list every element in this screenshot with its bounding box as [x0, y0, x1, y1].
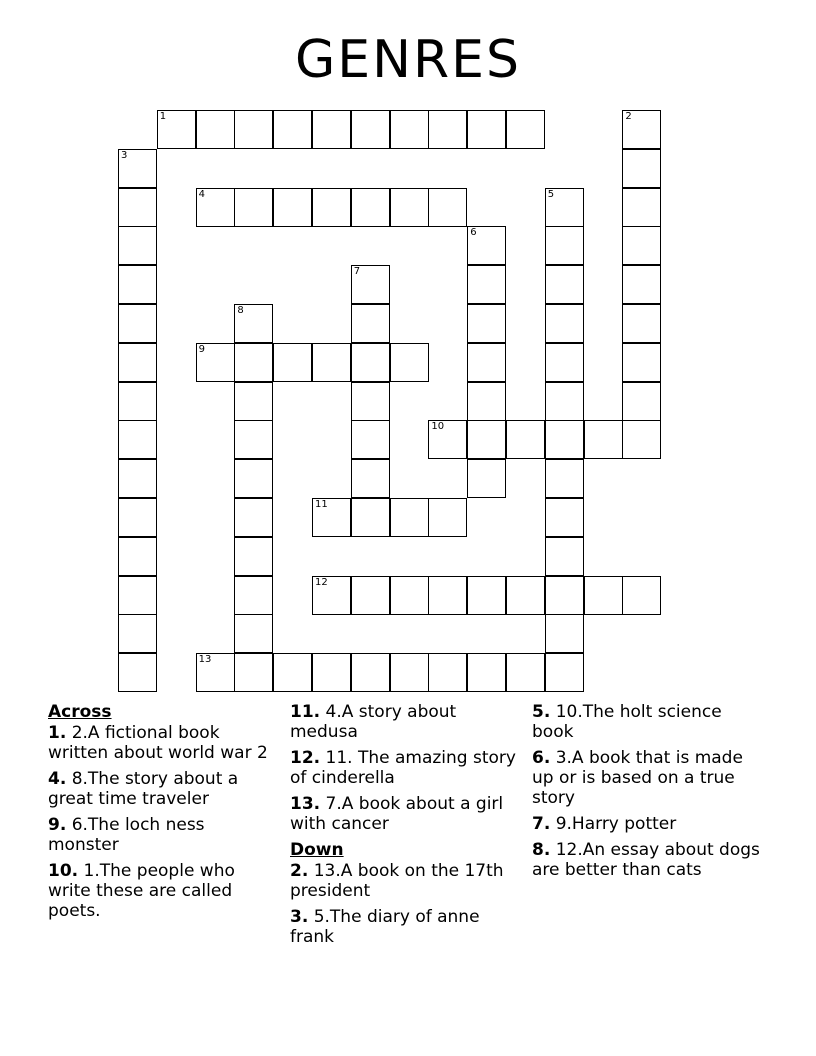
- grid-cell[interactable]: [622, 420, 661, 459]
- grid-cell[interactable]: [196, 653, 235, 692]
- grid-cell[interactable]: [118, 537, 157, 576]
- grid-cell[interactable]: [467, 110, 506, 149]
- grid-cell[interactable]: [234, 343, 273, 382]
- clue-item: [290, 748, 520, 788]
- grid-cell[interactable]: [622, 576, 661, 615]
- grid-cell[interactable]: [118, 304, 157, 343]
- grid-cell[interactable]: [545, 420, 584, 459]
- grid-cell[interactable]: [390, 576, 429, 615]
- clue-text: 10.The holt science book: [532, 702, 722, 742]
- grid-cell[interactable]: [351, 653, 390, 692]
- grid-cell[interactable]: [234, 110, 273, 149]
- clue-text: 3.A book that is made up or is based on a true story: [532, 748, 743, 808]
- grid-cell[interactable]: [351, 420, 390, 459]
- clue-number: 2.: [290, 861, 309, 881]
- grid-cell[interactable]: [312, 498, 351, 537]
- clue-number: 9.: [48, 815, 67, 835]
- clue-text: 13.A book on the 17th president: [290, 861, 504, 901]
- grid-cell[interactable]: [234, 653, 273, 692]
- grid-cell[interactable]: [390, 343, 429, 382]
- grid-cell[interactable]: [622, 226, 661, 265]
- grid-cell[interactable]: [118, 498, 157, 537]
- clue-item: [290, 861, 520, 901]
- grid-cell[interactable]: [545, 614, 584, 653]
- grid-cell[interactable]: [622, 265, 661, 304]
- clue-column-3: [532, 702, 762, 886]
- cell-number: 6: [470, 227, 477, 239]
- grid-cell[interactable]: [312, 343, 351, 382]
- clue-column-1: [48, 702, 278, 927]
- clue-number: 8.: [532, 840, 551, 860]
- clue-column-2: [290, 702, 520, 953]
- grid-cell[interactable]: [196, 188, 235, 227]
- grid-cell[interactable]: [545, 343, 584, 382]
- grid-cell[interactable]: [584, 576, 623, 615]
- grid-cell[interactable]: [545, 498, 584, 537]
- grid-cell[interactable]: [118, 226, 157, 265]
- grid-cell[interactable]: [428, 498, 467, 537]
- grid-cell[interactable]: [622, 343, 661, 382]
- clue-text: 1.The people who write these are called poets.: [48, 861, 235, 921]
- clue-number: 4.: [48, 769, 67, 789]
- grid-cell[interactable]: [390, 498, 429, 537]
- grid-cell[interactable]: [273, 343, 312, 382]
- grid-cell[interactable]: [118, 382, 157, 421]
- grid-cell[interactable]: [545, 382, 584, 421]
- grid-cell[interactable]: [545, 653, 584, 692]
- grid-cell[interactable]: [467, 420, 506, 459]
- grid-cell[interactable]: [351, 459, 390, 498]
- clue-item: [48, 861, 278, 921]
- grid-cell[interactable]: [234, 304, 273, 343]
- grid-cell[interactable]: [622, 188, 661, 227]
- grid-cell[interactable]: [506, 110, 545, 149]
- grid-cell[interactable]: [234, 382, 273, 421]
- grid-cell[interactable]: [234, 614, 273, 653]
- grid-cell[interactable]: [273, 110, 312, 149]
- grid-cell[interactable]: [312, 188, 351, 227]
- grid-cell[interactable]: [234, 459, 273, 498]
- grid-cell[interactable]: [351, 382, 390, 421]
- puzzle-title: GENRES: [294, 30, 522, 90]
- grid-cell[interactable]: [428, 188, 467, 227]
- grid-cell[interactable]: [196, 343, 235, 382]
- grid-cell[interactable]: [467, 343, 506, 382]
- clue-item: [48, 769, 278, 809]
- clue-text: 11. The amazing story of cinderella: [290, 748, 516, 788]
- grid-cell[interactable]: [467, 653, 506, 692]
- grid-cell[interactable]: [467, 304, 506, 343]
- clue-item: [48, 723, 278, 763]
- grid-cell[interactable]: [467, 226, 506, 265]
- grid-cell[interactable]: [467, 459, 506, 498]
- clue-text: 9.Harry potter: [555, 814, 677, 834]
- grid-cell[interactable]: [118, 420, 157, 459]
- clue-item: [290, 794, 520, 834]
- grid-cell[interactable]: [390, 188, 429, 227]
- grid-cell[interactable]: [622, 304, 661, 343]
- grid-cell[interactable]: [118, 343, 157, 382]
- cell-number: 13: [198, 654, 212, 666]
- grid-cell[interactable]: [545, 304, 584, 343]
- grid-cell[interactable]: [622, 110, 661, 149]
- grid-cell[interactable]: [390, 110, 429, 149]
- grid-cell[interactable]: [312, 653, 351, 692]
- cell-number: 8: [237, 305, 244, 316]
- clue-section-heading: Down: [290, 840, 344, 860]
- grid-cell[interactable]: [351, 343, 390, 382]
- cell-number: 11: [315, 499, 328, 510]
- grid-cell[interactable]: [351, 188, 390, 227]
- grid-cell[interactable]: [234, 420, 273, 459]
- grid-cell[interactable]: [428, 653, 467, 692]
- grid-cell[interactable]: [312, 576, 351, 615]
- grid-cell[interactable]: [351, 576, 390, 615]
- grid-cell[interactable]: [273, 188, 312, 227]
- cell-number: 9: [198, 343, 205, 355]
- cell-number: 5: [547, 188, 555, 200]
- clue-text: 8.The story about a great time traveler: [48, 769, 239, 809]
- clue-text: 4.A story about medusa: [290, 702, 457, 742]
- grid-cell[interactable]: [390, 653, 429, 692]
- clue-number: 3.: [290, 907, 309, 927]
- grid-cell[interactable]: [545, 226, 584, 265]
- grid-cell[interactable]: [622, 382, 661, 421]
- grid-cell[interactable]: [622, 149, 661, 188]
- grid-cell[interactable]: [118, 265, 157, 304]
- clue-section-heading: Across: [48, 702, 112, 722]
- grid-cell[interactable]: [467, 576, 506, 615]
- clue-number: 10.: [48, 861, 79, 881]
- grid-cell[interactable]: [234, 188, 273, 227]
- grid-cell[interactable]: [545, 265, 584, 304]
- clue-text: 7.A book about a girl with cancer: [290, 794, 504, 834]
- grid-cell[interactable]: [428, 110, 467, 149]
- clue-item: [48, 815, 278, 855]
- clue-text: 12.An essay about dogs are better than cats: [532, 840, 760, 880]
- grid-cell[interactable]: [428, 576, 467, 615]
- clue-text: 6.The loch ness monster: [48, 815, 205, 855]
- grid-cell[interactable]: [351, 498, 390, 537]
- grid-cell[interactable]: [234, 537, 273, 576]
- grid-cell[interactable]: [118, 614, 157, 653]
- clue-text: 2.A fictional book written about world war 2: [48, 723, 268, 763]
- grid-cell[interactable]: [118, 576, 157, 615]
- grid-cell[interactable]: [118, 149, 157, 188]
- cell-number: 12: [315, 576, 328, 588]
- grid-cell[interactable]: [545, 576, 584, 615]
- clue-number: 7.: [532, 814, 551, 834]
- grid-cell[interactable]: [506, 653, 545, 692]
- clue-item: [532, 702, 762, 742]
- grid-cell[interactable]: [273, 653, 312, 692]
- grid-cell[interactable]: [234, 498, 273, 537]
- grid-cell[interactable]: [157, 110, 196, 149]
- clue-number: 1.: [48, 723, 67, 743]
- grid-cell[interactable]: [118, 459, 157, 498]
- clue-item: [532, 748, 762, 808]
- clue-item: [290, 907, 520, 947]
- grid-cell[interactable]: [545, 537, 584, 576]
- clue-number: 5.: [532, 702, 551, 722]
- grid-cell[interactable]: [118, 653, 157, 692]
- clue-number: 6.: [532, 748, 551, 768]
- grid-cell[interactable]: [312, 110, 351, 149]
- grid-cell[interactable]: [118, 188, 157, 227]
- clue-item: [532, 840, 762, 880]
- clue-item: [290, 702, 520, 742]
- cell-number: 7: [353, 266, 361, 278]
- grid-cell[interactable]: [234, 576, 273, 615]
- cell-number: 4: [198, 188, 205, 200]
- grid-cell[interactable]: [351, 304, 390, 343]
- clue-text: 5.The diary of anne frank: [290, 907, 480, 947]
- grid-cell[interactable]: [196, 110, 235, 149]
- clue-number: 11.: [290, 702, 321, 722]
- grid-cell[interactable]: [467, 265, 506, 304]
- grid-cell[interactable]: [351, 265, 390, 304]
- cell-number: 1: [159, 111, 167, 122]
- grid-cell[interactable]: [545, 459, 584, 498]
- cell-number: 10: [431, 421, 445, 433]
- clue-number: 13.: [290, 794, 321, 814]
- grid-cell[interactable]: [351, 110, 390, 149]
- grid-cell[interactable]: [545, 188, 584, 227]
- grid-cell[interactable]: [506, 420, 545, 459]
- grid-cell[interactable]: [584, 420, 623, 459]
- grid-cell[interactable]: [506, 576, 545, 615]
- grid-cell[interactable]: [428, 420, 467, 459]
- cell-number: 2: [625, 111, 632, 122]
- clue-number: 12.: [290, 748, 321, 768]
- cell-number: 3: [121, 149, 128, 161]
- clue-item: [532, 814, 762, 834]
- grid-cell[interactable]: [467, 382, 506, 421]
